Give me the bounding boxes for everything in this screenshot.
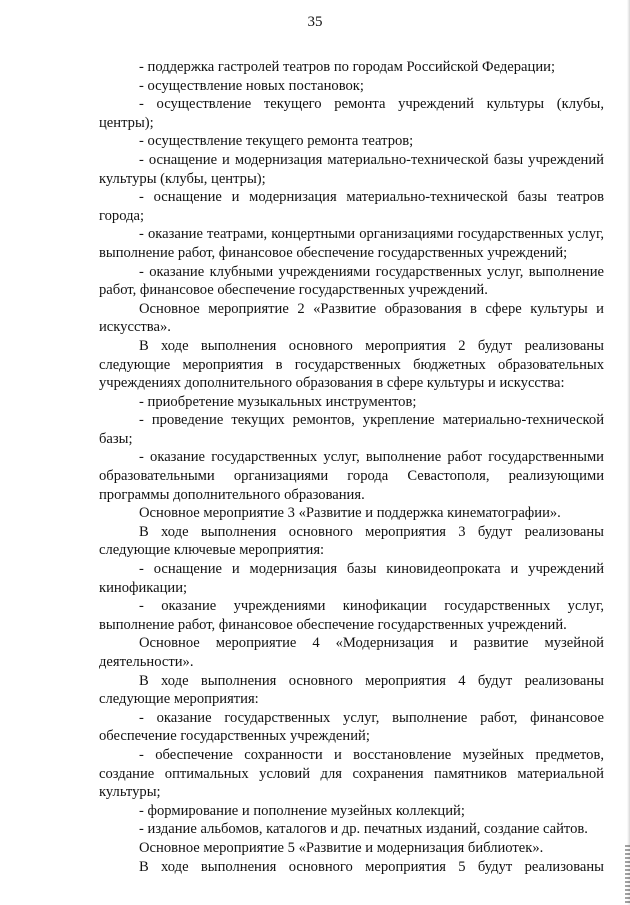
paragraph: В ходе выполнения основного мероприятия 2 будут реализованы следующие мероприятия в государственных бюджетных образовательных учреждениях дополнительного образования в сфере культуры и искусства: — [99, 337, 604, 392]
paragraph: - издание альбомов, каталогов и др. печатных изданий, создание сайтов. — [139, 821, 588, 838]
scan-corner-mark — [625, 845, 630, 905]
paragraph: - поддержка гастролей театров по городам Российской Федерации; — [139, 59, 556, 75]
paragraph: - оказание клубными учреждениями государственных услуг, выполнение работ, финансовое обеспечение государственных учреждений. — [99, 263, 604, 299]
paragraph: В ходе выполнения основного мероприятия 3 будут реализованы следующие ключевые мероприятия: — [99, 523, 604, 559]
paragraph: - проведение текущих ремонтов, укрепление материально-технической базы; — [99, 412, 604, 447]
paragraph: - осуществление новых постановок; — [139, 77, 364, 94]
paragraph: - оказание государственных услуг, выполнение работ государственными образовательными организациями города Севастополя, реализующими программы дополнительного образования. — [99, 449, 604, 503]
paragraph: Основное мероприятие 4 «Модернизация и развитие музейной деятельности». — [99, 635, 604, 670]
paragraph: - оснащение и модернизация базы киновидеопроката и учреждений кинофикации; — [99, 561, 604, 596]
paragraph: В ходе выполнения основного мероприятия 5 будут реализованы — [139, 858, 604, 875]
paragraph: Основное мероприятие 3 «Развитие и поддержка кинематографии». — [139, 505, 561, 522]
paragraph: - осуществление текущего ремонта учреждений культуры (клубы, центры); — [99, 96, 604, 131]
paragraph: - формирование и пополнение музейных коллекций; — [139, 802, 465, 819]
paragraph: - оснащение и модернизация материально-технической базы театров города; — [99, 189, 604, 224]
paragraph: В ходе выполнения основного мероприятия 4 будут реализованы следующие мероприятия: — [99, 672, 604, 708]
paragraph: Основное мероприятие 2 «Развитие образования в сфере культуры и искусства». — [99, 300, 604, 336]
page-number: 35 — [307, 14, 323, 30]
paragraph: - оказание государственных услуг, выполнение работ, финансовое обеспечение государственных учреждений; — [99, 709, 604, 745]
paragraph: - приобретение музыкальных инструментов; — [139, 393, 417, 410]
paragraph: Основное мероприятие 5 «Развитие и модернизация библиотек». — [139, 839, 544, 856]
paragraph: - оказание театрами, концертными организациями государственных услуг, выполнение работ, финансовое обеспечение государственных учреждений; — [99, 226, 604, 261]
paragraph: - обеспечение сохранности и восстановление музейных предметов, создание оптимальных условий для сохранения памятников материальной культуры; — [99, 746, 604, 801]
paragraph: - оснащение и модернизация материально-технической базы учреждений культуры (клубы, центры); — [99, 151, 604, 187]
document-body — [99, 58, 604, 876]
paragraph: - осуществление текущего ремонта театров; — [139, 133, 414, 150]
paragraph: - оказание учреждениями кинофикации государственных услуг, выполнение работ, финансовое обеспечение государственных учреждений. — [99, 598, 604, 633]
